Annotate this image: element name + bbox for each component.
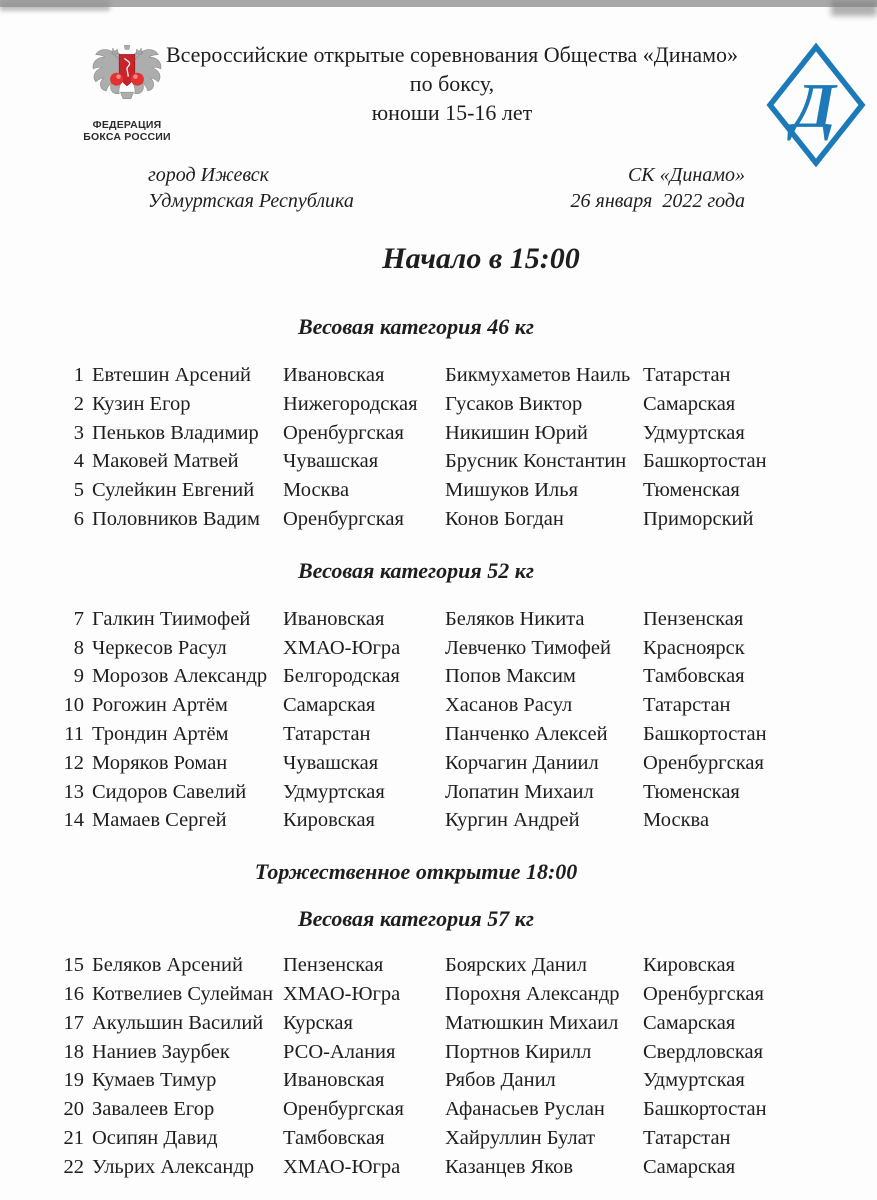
red-corner-name: Кузин Егор: [92, 392, 191, 415]
red-corner-region: Ивановская: [283, 1069, 385, 1092]
red-corner-name: Мамаев Сергей: [92, 809, 227, 832]
blue-corner-name: Гусаков Виктор: [445, 392, 583, 415]
row-number: 9: [73, 665, 84, 688]
red-corner-region: Москва: [283, 479, 350, 502]
blue-corner-name: Рябов Данил: [445, 1069, 556, 1092]
blue-corner-name: Кургин Андрей: [445, 809, 580, 832]
weight-category-heading-46: Весовая категория 46 кг: [297, 314, 535, 339]
row-number: 3: [73, 421, 84, 444]
blue-corner-region: Татарстан: [643, 364, 731, 386]
dynamo-logo: [765, 42, 867, 168]
red-corner-region: Ивановская: [283, 364, 385, 386]
venue-right: [571, 162, 745, 214]
section-46kg: [58, 314, 820, 534]
blue-corner-name: Хайруллин Булат: [445, 1126, 596, 1149]
federation-caption-line1: ФЕДЕРАЦИЯ: [92, 119, 162, 131]
blue-corner-region: Самарская: [643, 1155, 736, 1178]
table-row: [58, 749, 820, 778]
red-corner-name: Маковей Матвей: [92, 450, 239, 473]
blue-corner-name: Боярских Данил: [445, 954, 587, 977]
blue-corner-name: Мишуков Илья: [445, 479, 579, 502]
row-number: 4: [73, 450, 84, 473]
table-row: [58, 476, 820, 505]
blue-corner-name: Корчагин Даниил: [445, 751, 599, 774]
row-number: 20: [63, 1098, 84, 1121]
red-corner-region: ХМАО-Югра: [283, 636, 401, 659]
dynamo-diamond-icon: [765, 70, 867, 172]
title-line-3: юноши 15-16 лет: [371, 100, 533, 125]
blue-corner-region: Татарстан: [643, 1126, 731, 1149]
blue-corner-region: Татарстан: [643, 694, 731, 717]
blue-corner-name: Никишин Юрий: [445, 421, 588, 444]
opening-ceremony-heading: Торжественное открытие 18:00: [254, 859, 578, 885]
red-corner-region: Нижегородская: [283, 392, 418, 415]
blue-corner-region: Удмуртская: [643, 421, 745, 444]
table-row: [58, 1038, 820, 1067]
red-corner-name: Наниев Заурбек: [92, 1040, 230, 1063]
red-corner-name: Осипян Давид: [92, 1126, 218, 1149]
red-corner-name: Моряков Роман: [92, 751, 228, 774]
table-row: [58, 505, 820, 534]
document-header: [58, 36, 836, 148]
row-number: 5: [73, 479, 84, 502]
weight-category-heading-57: Весовая категория 57 кг: [297, 906, 535, 932]
row-number: 8: [73, 636, 84, 659]
table-row: [58, 980, 820, 1009]
red-corner-name: Акульшин Василий: [92, 1011, 264, 1034]
blue-corner-name: Беляков Никита: [445, 607, 585, 630]
row-number: 13: [63, 780, 84, 803]
blue-corner-name: Лопатин Михаил: [445, 780, 594, 803]
table-row: [58, 1095, 820, 1124]
row-number: 12: [63, 751, 84, 774]
red-corner-region: Удмуртская: [283, 780, 385, 803]
pairings-table-46: [58, 361, 820, 534]
table-row: [58, 1009, 820, 1038]
blue-corner-region: Тамбовская: [643, 665, 745, 688]
table-row: [58, 720, 820, 749]
svg-text:Д: Д: [792, 70, 836, 141]
table-row: [58, 691, 820, 720]
pairings-table-52: [58, 605, 820, 835]
blue-corner-name: Портнов Кирилл: [445, 1040, 592, 1063]
red-corner-name: Трондин Артём: [92, 722, 229, 745]
blue-corner-region: Свердловская: [643, 1040, 764, 1063]
table-row: [58, 361, 820, 390]
row-number: 7: [73, 607, 84, 630]
red-corner-region: Оренбургская: [283, 507, 404, 530]
row-number: 1: [73, 364, 84, 386]
red-corner-name: Беляков Арсений: [92, 954, 243, 977]
table-row: [58, 605, 820, 634]
table-row: [58, 806, 820, 835]
section-52kg: [58, 558, 820, 835]
red-corner-name: Пеньков Владимир: [92, 421, 259, 444]
table-row: [58, 1153, 820, 1182]
blue-corner-region: Башкортостан: [643, 1098, 767, 1121]
blue-corner-region: Оренбургская: [643, 982, 764, 1005]
row-number: 2: [73, 392, 84, 415]
red-corner-region: Чувашская: [283, 450, 379, 473]
table-row: [58, 951, 820, 980]
red-corner-region: Оренбургская: [283, 1098, 404, 1121]
red-corner-region: ХМАО-Югра: [283, 1155, 401, 1178]
red-corner-region: Пензенская: [283, 954, 384, 977]
row-number: 14: [63, 809, 84, 832]
red-corner-name: Евтешин Арсений: [92, 364, 252, 386]
red-corner-name: Ульрих Александр: [92, 1155, 255, 1178]
red-corner-region: РСО-Алания: [283, 1040, 396, 1063]
red-corner-region: Белгородская: [283, 665, 400, 688]
red-corner-name: Завалеев Егор: [92, 1098, 215, 1121]
blue-corner-name: Брусник Константин: [445, 450, 627, 473]
table-row: [58, 662, 820, 691]
red-corner-name: Галкин Тиимофей: [92, 607, 251, 630]
red-corner-name: Кумаев Тимур: [92, 1069, 217, 1092]
blue-corner-name: Попов Максим: [445, 665, 576, 688]
row-number: 18: [63, 1040, 84, 1063]
blue-corner-region: Удмуртская: [643, 1069, 745, 1092]
row-number: 16: [63, 982, 84, 1005]
red-corner-name: Черкесов Расул: [92, 636, 227, 659]
blue-corner-name: Панченко Алексей: [445, 722, 608, 745]
row-number: 19: [63, 1069, 84, 1092]
blue-corner-region: Самарская: [643, 1011, 736, 1034]
blue-corner-region: Тюменская: [643, 780, 740, 803]
blue-corner-name: Порохня Александр: [445, 982, 620, 1005]
start-time-heading: Начало в 15:00: [382, 242, 580, 275]
blue-corner-name: Хасанов Расул: [445, 694, 573, 717]
blue-corner-region: Кировская: [643, 954, 735, 977]
blue-corner-region: Красноярск: [643, 636, 745, 659]
row-number: 10: [63, 694, 84, 717]
row-number: 11: [64, 722, 84, 745]
table-row: [58, 634, 820, 663]
red-corner-region: Ивановская: [283, 607, 385, 630]
venue-block: [58, 148, 820, 214]
venue-city: город Ижевск: [148, 164, 269, 186]
blue-corner-name: Матюшкин Михаил: [445, 1011, 619, 1034]
blue-corner-region: Башкортостан: [643, 450, 767, 473]
table-row: [58, 390, 820, 419]
red-corner-name: Рогожин Артём: [92, 694, 228, 717]
red-corner-name: Сулейкин Евгений: [92, 479, 255, 502]
blue-corner-region: Тюменская: [643, 479, 740, 502]
red-corner-region: Тамбовская: [283, 1126, 385, 1149]
blue-corner-region: Самарская: [643, 392, 736, 415]
table-row: [58, 1124, 820, 1153]
blue-corner-region: Оренбургская: [643, 751, 764, 774]
red-corner-region: Татарстан: [283, 722, 371, 745]
red-corner-name: Сидоров Савелий: [92, 780, 247, 803]
row-number: 22: [63, 1155, 84, 1178]
blue-corner-region: Башкортостан: [643, 722, 767, 745]
table-row: [58, 778, 820, 807]
red-corner-name: Котвелиев Сулейман: [92, 982, 274, 1005]
page-title: [142, 36, 762, 127]
blue-corner-region: Москва: [643, 809, 710, 832]
federation-caption-line2: БОКСА РОССИИ: [83, 131, 171, 143]
blue-corner-name: Афанасьев Руслан: [445, 1098, 605, 1121]
red-corner-region: Чувашская: [283, 751, 379, 774]
blue-corner-name: Бикмухаметов Наиль: [445, 364, 631, 386]
title-line-1: Всероссийские открытые соревнования Общества «Динамо»: [165, 42, 739, 67]
table-row: [58, 419, 820, 448]
venue-left: [148, 162, 354, 214]
table-row: [58, 1066, 820, 1095]
blue-corner-region: Пензенская: [643, 607, 744, 630]
red-corner-region: Кировская: [283, 809, 375, 832]
blue-corner-region: Приморский: [643, 507, 754, 530]
red-corner-region: Оренбургская: [283, 421, 404, 444]
row-number: 17: [63, 1011, 84, 1034]
pairings-table-57: [58, 951, 820, 1181]
blue-corner-name: Конов Богдан: [445, 507, 564, 530]
red-corner-name: Половников Вадим: [92, 507, 261, 530]
red-corner-region: Курская: [283, 1011, 353, 1034]
red-corner-region: Самарская: [283, 694, 376, 717]
red-corner-name: Морозов Александр: [92, 665, 268, 688]
row-number: 21: [63, 1126, 84, 1149]
row-number: 6: [73, 507, 84, 530]
venue-date: 26 января 2022 года: [570, 190, 745, 212]
venue-region: Удмуртская Республика: [148, 190, 354, 212]
row-number: 15: [63, 954, 84, 977]
blue-corner-name: Левченко Тимофей: [445, 636, 611, 659]
blue-corner-name: Казанцев Яков: [445, 1155, 574, 1178]
weight-category-heading-52: Весовая категория 52 кг: [297, 557, 535, 583]
red-corner-region: ХМАО-Югра: [283, 982, 401, 1005]
table-row: [58, 447, 820, 476]
section-57kg: [58, 906, 820, 1181]
title-line-2: по боксу,: [409, 71, 495, 96]
venue-club: СК «Динамо»: [627, 164, 745, 186]
